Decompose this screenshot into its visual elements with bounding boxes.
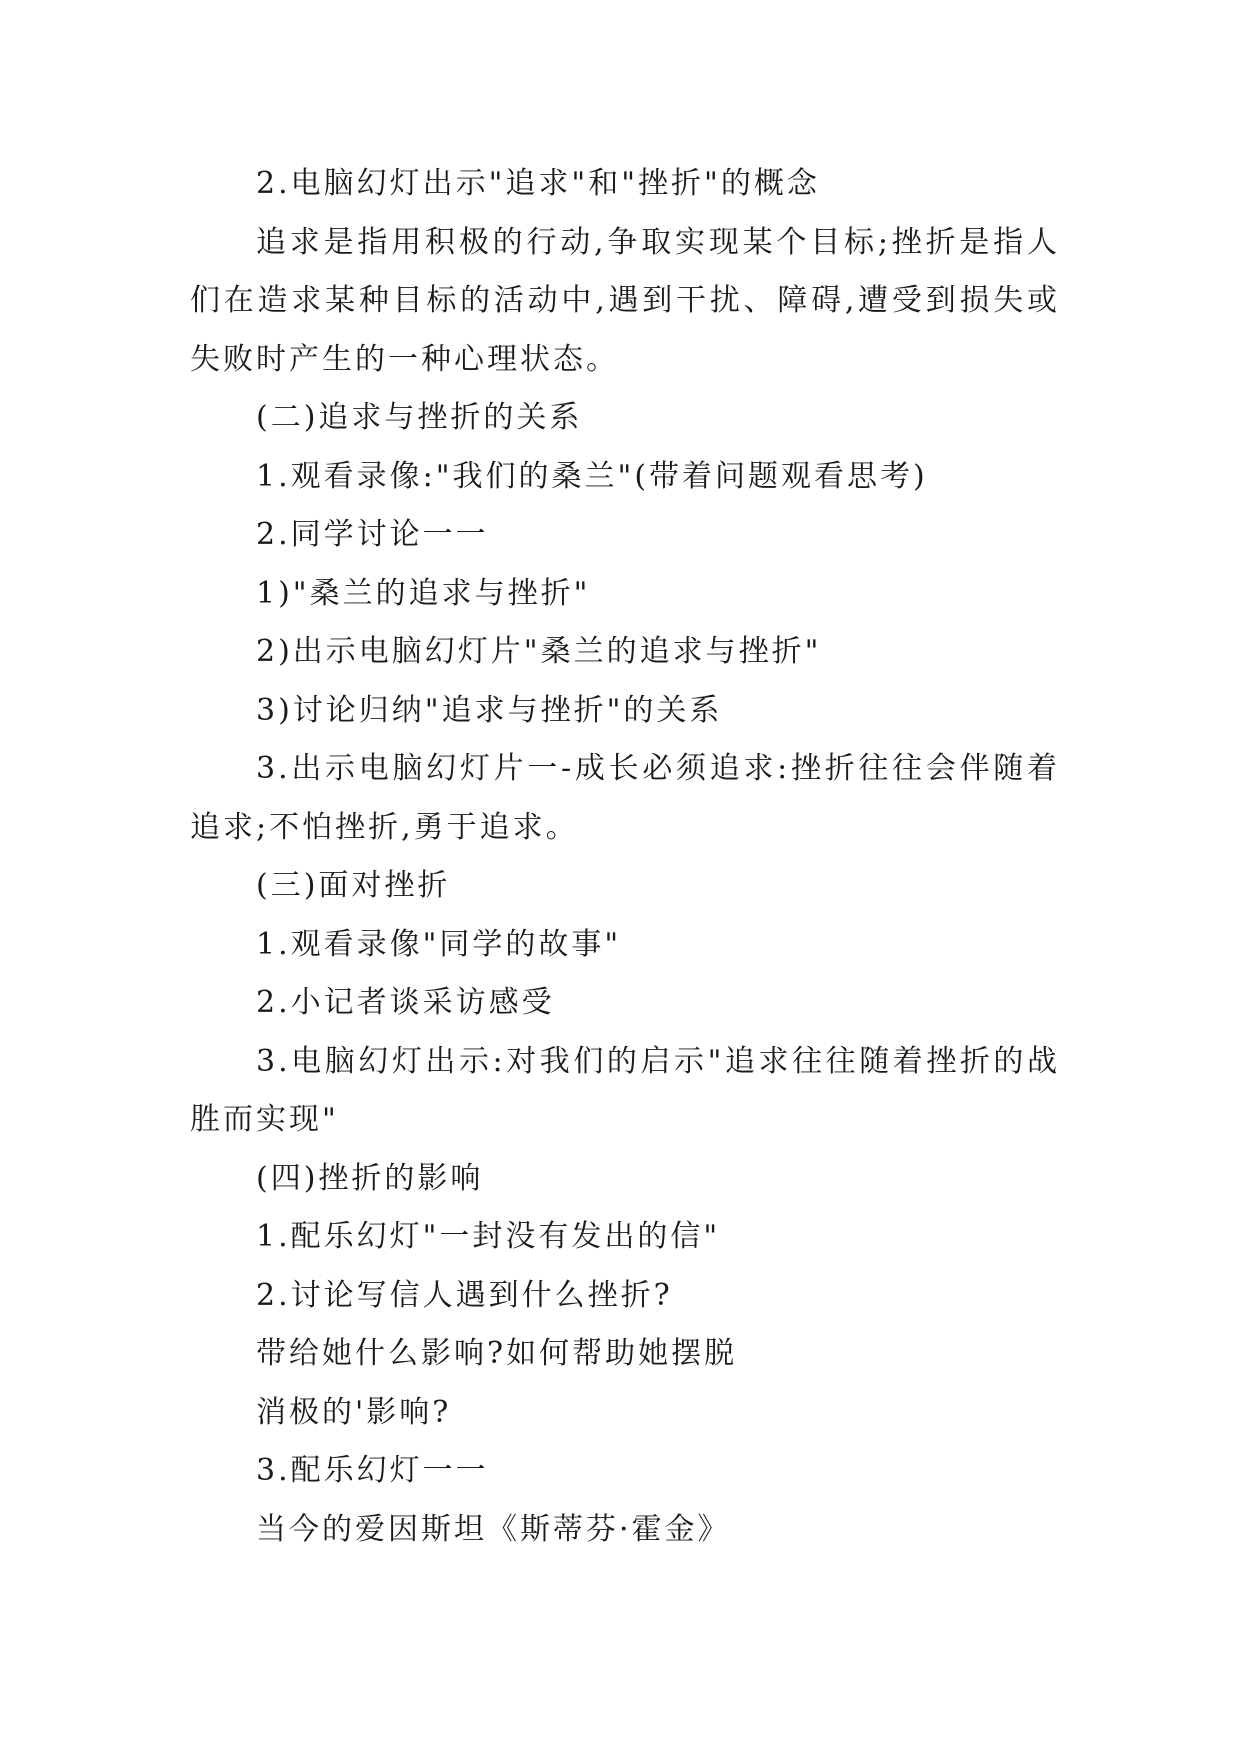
paragraph-12: 2.小记者谈采访感受 <box>256 985 555 1020</box>
section-heading-4: (四)挫折的影响 <box>256 1160 484 1196</box>
paragraph-4: 1.观看录像:"我们的桑兰"(带着问题观看思考) <box>256 458 928 494</box>
section-heading-2: (二)追求与挫折的关系 <box>256 400 583 435</box>
paragraph-18: 消极的'影响? <box>256 1394 452 1430</box>
paragraph-7: 2)出示电脑幻灯片"桑兰的追求与挫折" <box>256 634 822 669</box>
paragraph-6: 1)"桑兰的追求与挫折" <box>256 575 591 611</box>
paragraph-15: 1.配乐幻灯"一封没有发出的信" <box>256 1219 721 1254</box>
section-heading-3: (三)面对挫折 <box>256 868 451 903</box>
paragraph-8: 3)讨论归纳"追求与挫折"的关系 <box>256 692 723 728</box>
paragraph-17: 带给她什么影响?如何帮助她摆脱 <box>256 1336 738 1371</box>
paragraph-16: 2.讨论写信人遇到什么挫折? <box>256 1277 673 1313</box>
paragraph-13: 3.电脑幻灯出示:对我们的启示"追求往往随着挫折的战胜而实现" <box>190 1043 1060 1137</box>
paragraph-9: 3.出示电脑幻灯片一-成长必须追求:挫折往往会伴随着追求;不怕挫折,勇于追求。 <box>190 751 1060 845</box>
paragraph-20: 当今的爱因斯坦《斯蒂芬·霍金》 <box>256 1511 731 1547</box>
paragraph-2: 追求是指用积极的行动,争取实现某个目标;挫折是指人们在造求某种目标的活动中,遇到干扰、障碍,遭受到损失或失败时产生的一种心理状态。 <box>190 224 1060 377</box>
paragraph-1: 2.电脑幻灯出示"追求"和"挫折"的概念 <box>256 166 820 201</box>
paragraph-11: 1.观看录像"同学的故事" <box>256 926 622 962</box>
document-body <box>190 155 1060 1559</box>
paragraph-5: 2.同学讨论一一 <box>256 517 489 552</box>
paragraph-19: 3.配乐幻灯一一 <box>256 1453 489 1488</box>
